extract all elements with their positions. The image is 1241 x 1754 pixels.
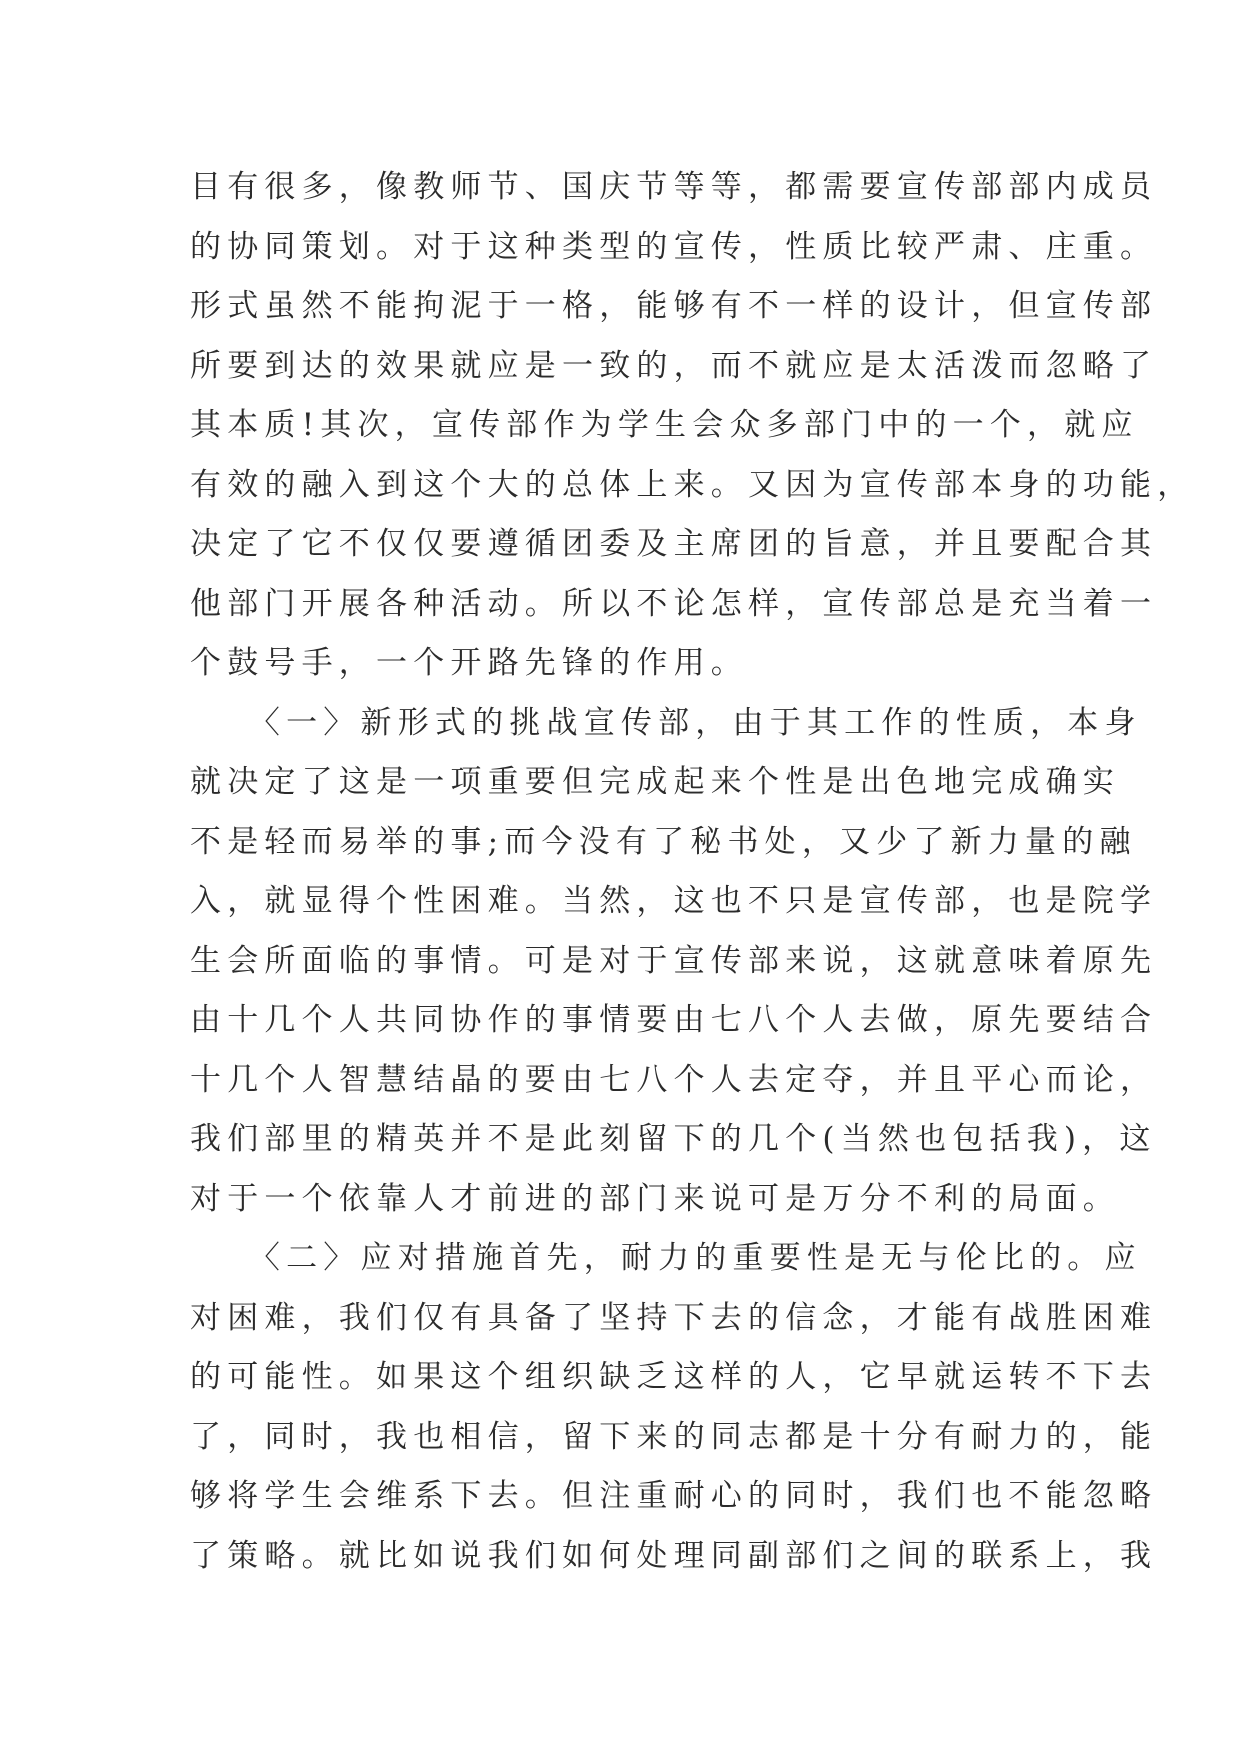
text-line-20: 对困难，我们仅有具备了坚持下去的信念，才能有战胜困难 bbox=[190, 1299, 1158, 1336]
text-line-3: 形式虽然不能拘泥于一格，能够有不一样的设计，但宣传部 bbox=[190, 288, 1158, 324]
text-line-14: 生会所面临的事情。可是对于宣传部来说，这就意味着原先 bbox=[190, 942, 1158, 979]
text-line-16: 十几个人智慧结晶的要由七八个人去定夺，并且平心而论， bbox=[190, 1061, 1158, 1098]
text-line-12: 不是轻而易举的事;而今没有了秘书处，又少了新力量的融 bbox=[190, 823, 1137, 860]
text-line-10: 〈一〉新形式的挑战宣传部，由于其工作的性质，本身 bbox=[190, 704, 1142, 741]
text-line-4: 所要到达的效果就应是一致的，而不就应是太活泼而忽略了 bbox=[190, 347, 1158, 384]
text-line-7: 决定了它不仅仅要遵循团委及主席团的旨意，并且要配合其 bbox=[190, 526, 1158, 562]
text-line-2: 的协同策划。对于这种类型的宣传，性质比较严肃、庄重。 bbox=[190, 228, 1158, 265]
text-line-21: 的可能性。如果这个组织缺乏这样的人，它早就运转不下去 bbox=[190, 1359, 1158, 1395]
text-line-17: 我们部里的精英并不是此刻留下的几个(当然也包括我)，这 bbox=[190, 1121, 1157, 1157]
text-line-13: 入，就显得个性困难。当然，这也不只是宣传部，也是院学 bbox=[190, 883, 1158, 919]
text-line-24: 了策略。就比如说我们如何处理同副部们之间的联系上，我 bbox=[190, 1537, 1158, 1574]
text-line-18: 对于一个依靠人才前进的部门来说可是万分不利的局面。 bbox=[190, 1180, 1120, 1217]
text-line-8: 他部门开展各种活动。所以不论怎样，宣传部总是充当着一 bbox=[190, 585, 1158, 622]
text-line-23: 够将学生会维系下去。但注重耐心的同时，我们也不能忽略 bbox=[190, 1478, 1158, 1514]
body-text bbox=[190, 158, 1195, 1586]
text-line-5: 其本质!其次，宣传部作为学生会众多部门中的一个，就应 bbox=[190, 407, 1139, 443]
text-line-19: 〈二〉应对措施首先，耐力的重要性是无与伦比的。应 bbox=[190, 1240, 1142, 1276]
text-line-11: 就决定了这是一项重要但完成起来个性是出色地完成确实 bbox=[190, 764, 1120, 800]
text-line-6: 有效的融入到这个大的总体上来。又因为宣传部本身的功能， bbox=[190, 466, 1195, 503]
text-line-15: 由十几个人共同协作的事情要由七八个人去做，原先要结合 bbox=[190, 1002, 1158, 1038]
text-line-22: 了，同时，我也相信，留下来的同志都是十分有耐力的，能 bbox=[190, 1418, 1158, 1455]
text-line-9: 个鼓号手，一个开路先锋的作用。 bbox=[190, 645, 748, 681]
text-line-1: 目有很多，像教师节、国庆节等等，都需要宣传部部内成员 bbox=[190, 169, 1158, 205]
